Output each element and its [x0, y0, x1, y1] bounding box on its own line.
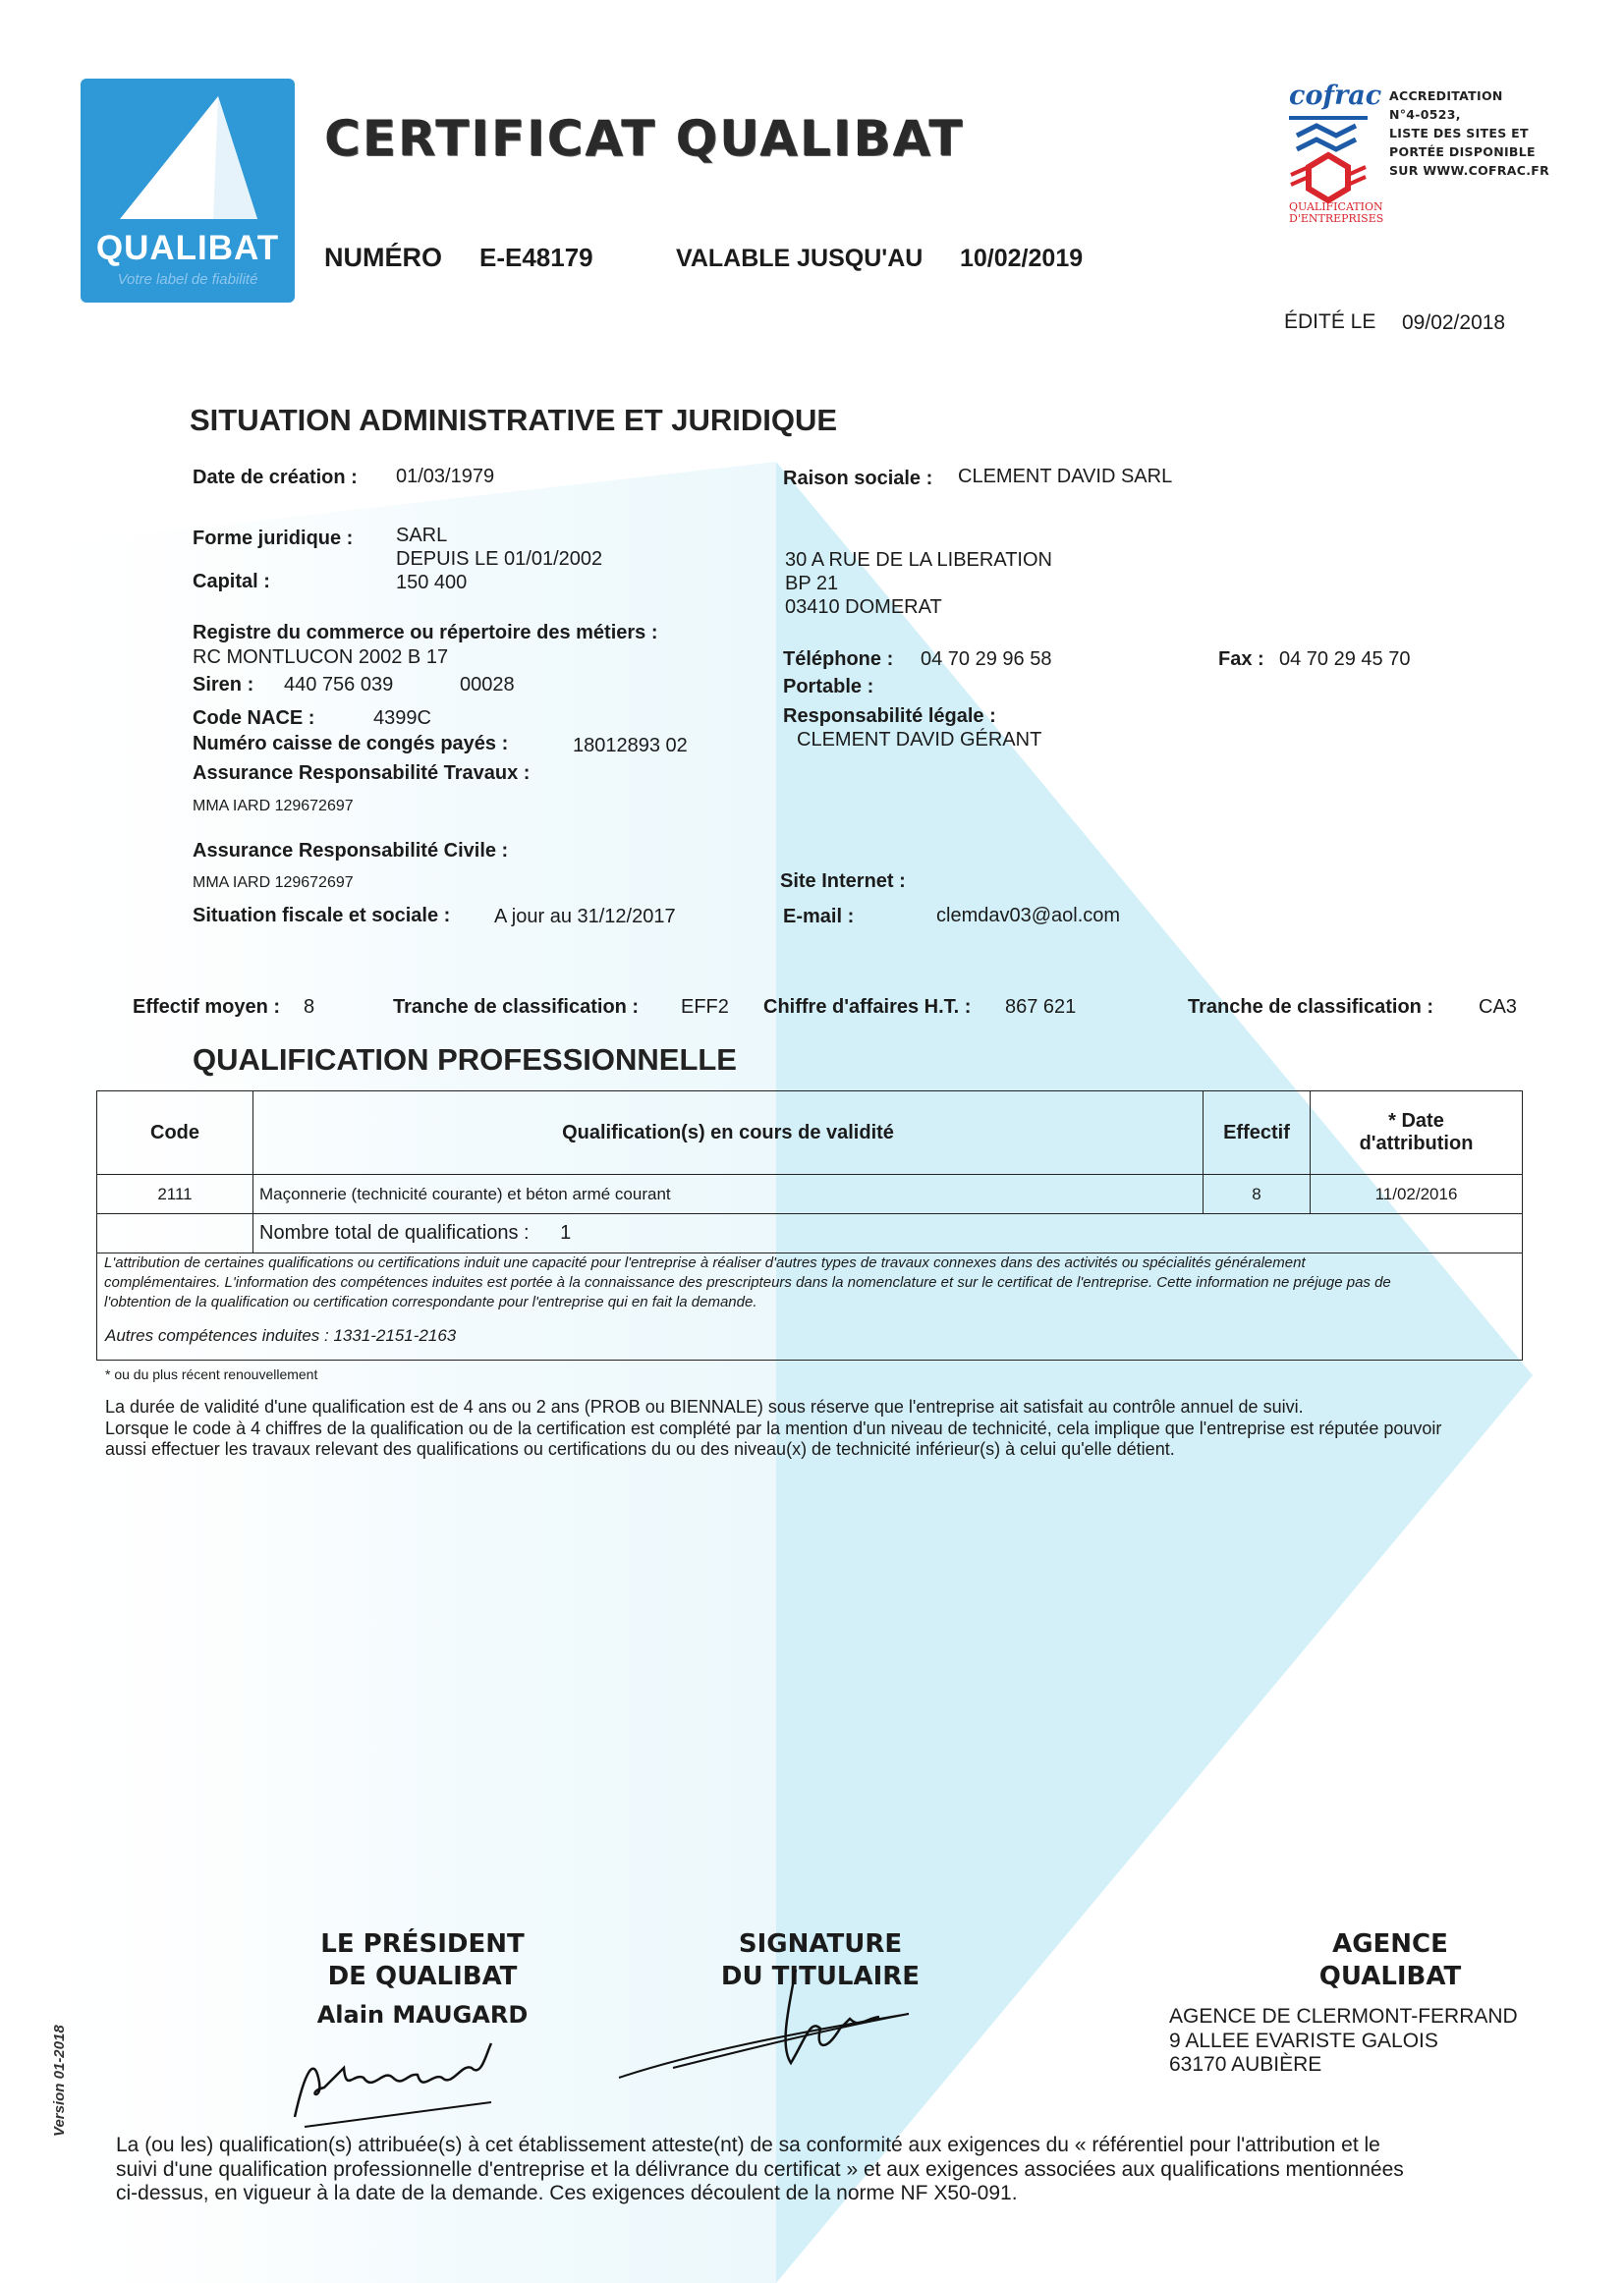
- note-text: [104, 1253, 1509, 1312]
- titulaire-signature: [614, 1960, 928, 2107]
- fax-value: 04 70 29 45 70: [1279, 648, 1411, 670]
- note-line: complémentaires. L'information des compétences induites est portée à la connaissance des prescripteurs dans la nomenclature et sur le certificat de l'entreprise. Cette information ne préjuge pas de: [104, 1274, 1391, 1291]
- email-value: clemdav03@aol.com: [936, 905, 1121, 926]
- header-effectif: Effectif: [1204, 1091, 1311, 1175]
- section-title-situation: SITUATION ADMINISTRATIVE ET JURIDIQUE: [190, 403, 838, 437]
- president-title-line: LE PRÉSIDENT: [320, 1929, 525, 1959]
- tranche-ca-label: Tranche de classification :: [1188, 996, 1434, 1018]
- agence-title-line: QUALIBAT: [1318, 1962, 1462, 1991]
- footnote: * ou du plus récent renouvellement: [105, 1366, 318, 1382]
- cofrac-line: N°4-0523,: [1389, 107, 1461, 122]
- cell-effectif: 8: [1204, 1175, 1311, 1214]
- responsabilite-value: CLEMENT DAVID GÉRANT: [797, 729, 1042, 751]
- email-label: E-mail :: [783, 906, 855, 927]
- registre-label: Registre du commerce ou répertoire des métiers :: [193, 622, 658, 643]
- forme-juridique-value: SARL: [396, 525, 448, 546]
- telephone-label: Téléphone :: [783, 648, 894, 670]
- president-title: [265, 1928, 580, 1993]
- fax-label: Fax :: [1218, 648, 1264, 670]
- agence-title: [1267, 1928, 1513, 1993]
- total-label: Nombre total de qualifications :: [259, 1222, 530, 1244]
- header-date: [1311, 1091, 1523, 1175]
- validity-line: La durée de validité d'une qualification est de 4 ans ou 2 ans (PROB ou BIENNALE) sous réserve que l'entreprise ait satisfait au contrôle annuel de suivi.: [105, 1397, 1304, 1417]
- conges-label: Numéro caisse de congés payés :: [193, 733, 509, 754]
- siren-label: Siren :: [193, 674, 254, 696]
- president-signature: [285, 2033, 511, 2132]
- qualibat-logo: [81, 79, 295, 303]
- effectif-label: Effectif moyen :: [133, 996, 281, 1018]
- tranche-effectif-value: EFF2: [681, 996, 729, 1018]
- numero-label: NUMÉRO: [324, 243, 442, 272]
- responsabilite-label: Responsabilité légale :: [783, 705, 996, 727]
- assurance-civile-label: Assurance Responsabilité Civile :: [193, 840, 509, 862]
- cofrac-badge-text: QUALIFICATION D'ENTREPRISES: [1289, 200, 1384, 225]
- cofrac-line: LISTE DES SITES ET: [1389, 126, 1529, 140]
- certificate-title: CERTIFICAT QUALIBAT: [324, 110, 965, 167]
- raison-sociale-value: CLEMENT DAVID SARL: [958, 466, 1173, 487]
- capital-label: Capital :: [193, 571, 270, 592]
- tranche-effectif-label: Tranche de classification :: [393, 996, 640, 1018]
- code-nace-label: Code NACE :: [193, 707, 315, 729]
- section-title-qualification: QUALIFICATION PROFESSIONNELLE: [193, 1042, 737, 1077]
- titulaire-title-line: SIGNATURE: [738, 1929, 903, 1959]
- forme-depuis: DEPUIS LE 01/01/2002: [396, 548, 603, 570]
- siren-suffix: 00028: [460, 674, 515, 696]
- final-statement: [116, 2134, 1521, 2206]
- agence-address: [1169, 2005, 1518, 2078]
- titulaire-title-line: DU TITULAIRE: [720, 1962, 921, 1991]
- cofrac-line: ACCREDITATION: [1389, 88, 1503, 103]
- header-date-line: d'attribution: [1359, 1133, 1474, 1154]
- cofrac-line: SUR WWW.COFRAC.FR: [1389, 163, 1550, 178]
- header-date-line: * Date: [1388, 1110, 1444, 1132]
- cell-empty: [97, 1214, 253, 1253]
- table-row: [97, 1175, 1523, 1214]
- cell-date: 11/02/2016: [1311, 1175, 1523, 1214]
- autres-competences: Autres compétences induites : 1331-2151-2163: [105, 1326, 457, 1345]
- address-line: 30 A RUE DE LA LIBERATION: [785, 549, 1052, 571]
- agence-address-line: 9 ALLEE EVARISTE GALOIS: [1169, 2029, 1438, 2052]
- effectif-value: 8: [304, 996, 315, 1018]
- capital-value: 150 400: [396, 572, 468, 593]
- note-line: l'obtention de la qualification ou certification correspondante pour l'entreprise qui en fait la demande.: [104, 1294, 757, 1310]
- address-line: BP 21: [785, 573, 839, 594]
- siren-value: 440 756 039: [284, 674, 394, 696]
- logo-tagline: Votre label de fiabilité: [117, 271, 258, 288]
- numero-value: E-E48179: [479, 243, 593, 272]
- date-creation-label: Date de création :: [193, 467, 358, 488]
- assurance-travaux-label: Assurance Responsabilité Travaux :: [193, 762, 531, 784]
- header-code: Code: [97, 1091, 253, 1175]
- tranche-ca-value: CA3: [1479, 996, 1517, 1018]
- situation-fiscale-label: Situation fiscale et sociale :: [193, 905, 451, 926]
- table-total-row: [97, 1214, 1523, 1253]
- cofrac-logo-word: cofrac: [1289, 81, 1382, 111]
- final-line: ci-dessus, en vigueur à la date de la demande. Ces exigences découlent de la norme NF X50-091.: [116, 2182, 1018, 2204]
- table-header-row: [97, 1091, 1523, 1175]
- edite-date: 09/02/2018: [1402, 311, 1506, 334]
- cell-code: 2111: [97, 1175, 253, 1214]
- cell-total: [253, 1214, 1523, 1253]
- note-line: L'attribution de certaines qualifications ou certifications induit une capacité pour l'entreprise à réaliser d'autres types de travaux connexes dans des activités ou spécialités généralement: [104, 1254, 1306, 1271]
- agence-title-line: AGENCE: [1332, 1929, 1448, 1959]
- president-name: Alain MAUGARD: [316, 2001, 529, 2029]
- assurance-travaux-value: MMA IARD 129672697: [193, 798, 354, 814]
- final-line: La (ou les) qualification(s) attribuée(s) à cet établissement atteste(nt) de sa conformité aux exigences du « référentiel pour l'attribution et le: [116, 2134, 1380, 2156]
- assurance-civile-value: MMA IARD 129672697: [193, 874, 354, 891]
- agence-address-line: AGENCE DE CLERMONT-FERRAND: [1169, 2005, 1518, 2028]
- forme-juridique-label: Forme juridique :: [193, 528, 354, 549]
- raison-sociale-label: Raison sociale :: [783, 468, 933, 489]
- header-qualification: Qualification(s) en cours de validité: [253, 1091, 1204, 1175]
- pyramid-icon: [120, 96, 257, 224]
- president-title-line: DE QUALIBAT: [327, 1962, 518, 1991]
- agence-address-line: 63170 AUBIÈRE: [1169, 2053, 1322, 2076]
- version-label: Version 01-2018: [51, 2025, 68, 2137]
- chiffre-affaires-value: 867 621: [1005, 996, 1077, 1018]
- valid-until-label: VALABLE JUSQU'AU: [676, 245, 924, 272]
- portable-label: Portable :: [783, 676, 874, 697]
- registre-value: RC MONTLUCON 2002 B 17: [193, 646, 449, 668]
- qualification-table: [96, 1090, 1523, 1253]
- validity-text: [105, 1397, 1540, 1461]
- total-value: 1: [560, 1222, 572, 1244]
- code-nace-value: 4399C: [373, 707, 431, 729]
- final-line: suivi d'une qualification professionnelle d'entreprise et la délivrance du certificat » et aux exigences associées aux qualifications mentionnées: [116, 2157, 1404, 2181]
- cofrac-line: PORTÉE DISPONIBLE: [1389, 144, 1536, 159]
- situation-fiscale-value: A jour au 31/12/2017: [494, 906, 676, 927]
- conges-value: 18012893 02: [573, 735, 688, 756]
- address-line: 03410 DOMERAT: [785, 596, 942, 618]
- site-internet-label: Site Internet :: [780, 870, 906, 892]
- edite-label: ÉDITÉ LE: [1284, 310, 1376, 333]
- telephone-value: 04 70 29 96 58: [921, 648, 1052, 670]
- cofrac-accreditation-text: [1389, 86, 1549, 180]
- cell-qualification: Maçonnerie (technicité courante) et béton armé courant: [253, 1175, 1204, 1214]
- date-creation-value: 01/03/1979: [396, 466, 495, 487]
- validity-line: aussi effectuer les travaux relevant des qualifications ou certifications du ou des niveau(x) de technicité inférieur(s) à celui qu'elle détient.: [105, 1439, 1175, 1459]
- valid-until-value: 10/02/2019: [960, 245, 1084, 272]
- chiffre-affaires-label: Chiffre d'affaires H.T. :: [763, 996, 972, 1018]
- validity-line: Lorsque le code à 4 chiffres de la qualification ou de la certification est complété par la mention d'un niveau de technicité, cela implique que l'entreprise est réputée pouvoir: [105, 1418, 1442, 1438]
- logo-word: QUALIBAT: [95, 229, 280, 267]
